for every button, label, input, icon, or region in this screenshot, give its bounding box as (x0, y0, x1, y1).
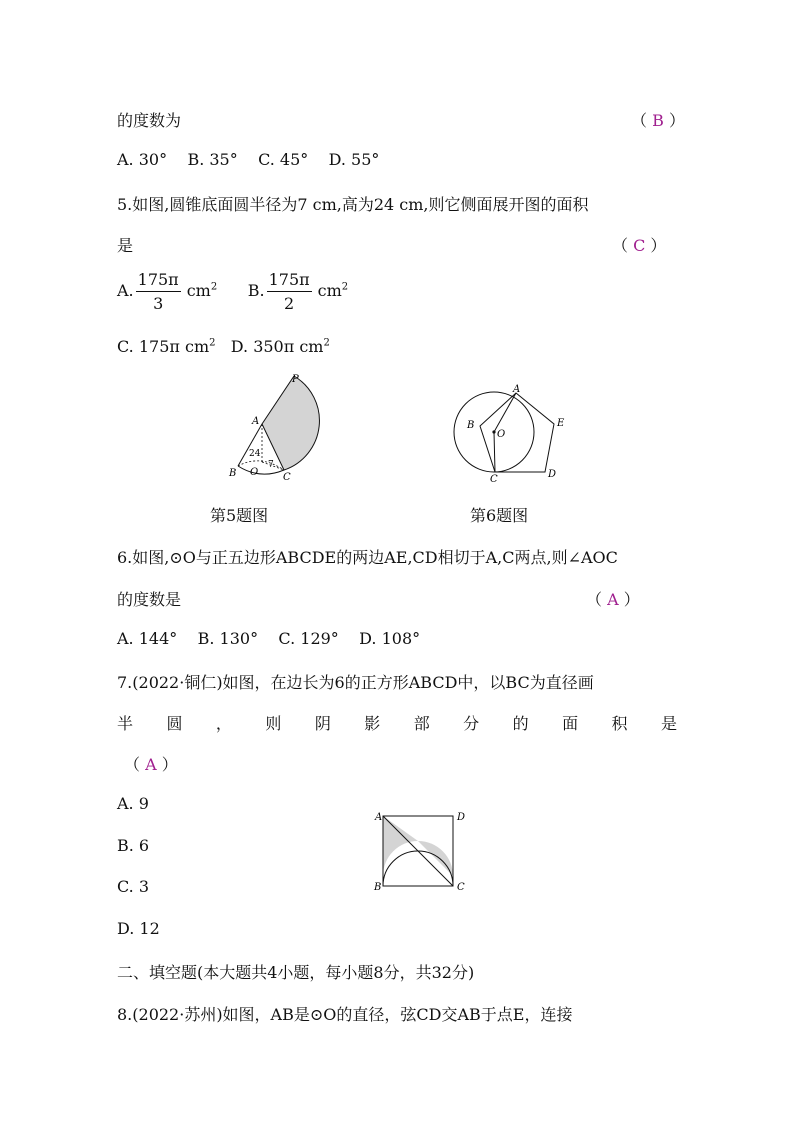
q6-options (117, 629, 420, 648)
q4-option-d: D. 55° (328, 150, 380, 169)
q5-stem-line2: 是 (117, 236, 134, 255)
fig5-label-c: C (283, 472, 291, 482)
q7-option-b: B. 6 (117, 836, 150, 855)
q4-option-a: A. 30° (117, 150, 168, 169)
q7-stem-line1: 7.(2022·铜仁)如图，在边长为6的正方形ABCD中，以BC为直径画 (117, 673, 594, 692)
fig6-label-b: B (467, 420, 475, 431)
q7-answer: A (145, 755, 157, 774)
fig5-label-height: 24 (249, 449, 261, 459)
fig5-label-a: A (252, 416, 260, 427)
section2-title: 二、填空题(本大题共4小题，每小题8分，共32分) (117, 963, 475, 982)
fig7-label-b: B (374, 882, 382, 892)
q7-stem-line2: 半 圆 ， 则 阴 影 部 分 的 面 积 是 (117, 714, 677, 733)
q8-stem-line1: 8.(2022·苏州)如图，AB是⊙O的直径，弦CD交AB于点E，连接 (117, 1005, 573, 1024)
q4-option-c: C. 45° (258, 150, 309, 169)
q6-stem-line2: 的度数是 (117, 590, 182, 609)
q4-options (117, 150, 379, 169)
fig7-label-a: A (375, 812, 383, 823)
fig5-label-p: P (292, 374, 299, 385)
fig6-pentagon-diagram (452, 380, 582, 486)
q7-option-c: C. 3 (117, 877, 150, 896)
q7-option-d: D. 12 (117, 919, 160, 938)
q5-stem-line1: 5.如图,圆锥底面圆半径为7 cm,高为24 cm,则它侧面展开图的面积 (117, 195, 589, 214)
fig5-label-b: B (229, 468, 237, 479)
q5-option-b-prefix: B. (247, 281, 265, 300)
q7-answer-bracket: （ A ） (124, 755, 178, 774)
q6-option-a: A. 144° (117, 629, 178, 648)
q6-option-c: C. 129° (278, 629, 339, 648)
fig6-label-d: D (548, 469, 557, 480)
q5-option-c: C. 175π cm (117, 337, 210, 356)
q5-option-d: D. 350π cm (230, 337, 324, 356)
q7-option-a: A. 9 (117, 794, 149, 813)
fig5-caption: 第5题图 (210, 506, 269, 525)
q6-stem-line1: 6.如图,⊙O与正五边形ABCDE的两边AE,CD相切于A,C两点,则∠AOC (117, 548, 618, 567)
q5-options-ab: A. $\frac{175\pi}{3}$ $cm^2$ B. $\frac{175\pi}{2}$ $cm^2$ (117, 270, 349, 313)
fig5-label-o: O (250, 467, 259, 478)
fig7-label-c: C (457, 882, 465, 892)
q4-stem-tail: 的度数为 (117, 111, 182, 130)
q5-options-cd: C. 175π $cm^2$ D. 350π $cm^2$ (117, 337, 330, 356)
q5-option-b-fraction: $\frac{175\pi}{2}$ (268, 270, 310, 313)
q4-option-b: B. 35° (187, 150, 238, 169)
fig7-label-d: D (457, 812, 466, 823)
q5-answer: C (633, 236, 646, 255)
fig6-label-o: O (497, 429, 506, 440)
q5-option-a-fraction: $\frac{175\pi}{3}$ (137, 270, 179, 313)
fig6-label-a: A (513, 384, 521, 395)
q6-option-b: B. 130° (197, 629, 259, 648)
fig6-label-e: E (557, 418, 565, 429)
fig5-label-radius: 7 (268, 460, 274, 470)
fig5-cone-diagram (222, 370, 322, 482)
fig6-caption: 第6题图 (470, 506, 529, 525)
q4-answer: B (652, 111, 664, 130)
q6-answer: A (607, 590, 619, 609)
q4-answer-bracket: （ B ） (631, 111, 685, 130)
fig6-label-c: C (490, 474, 498, 485)
fig7-square-diagram (370, 806, 470, 892)
q6-answer-bracket: （ A ） (586, 590, 640, 609)
q5-answer-bracket: （ C ） (612, 236, 667, 255)
q6-option-d: D. 108° (359, 629, 421, 648)
q5-option-a-prefix: A. (117, 281, 134, 300)
